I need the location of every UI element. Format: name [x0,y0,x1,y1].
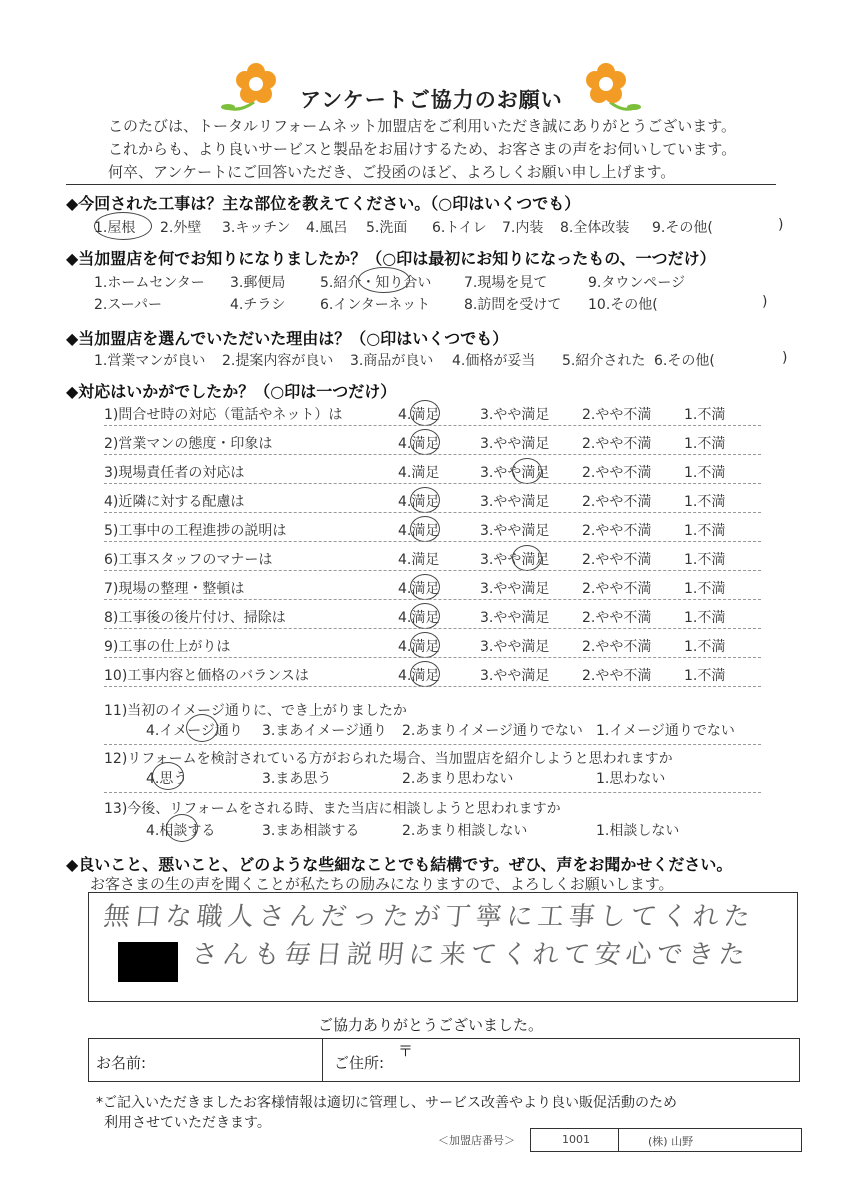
thanks-text: ご協力ありがとうございました。 [318,1016,544,1034]
question-1-heading: ◆今回された工事は？主な部位を教えてください。（○印はいくつでも） [66,194,581,213]
question-2-heading: ◆当加盟店を何でお知りになりましたか？（○印は最初にお知りになったもの、一つだけ） [66,249,716,268]
rating-3-option-2[interactable]: 2.やや不満 [582,465,652,481]
question-4-heading: ◆対応はいかがでしたか？（○印は一つだけ） [66,382,397,401]
rating-3-option-3[interactable]: 3.やや満足 [480,465,550,481]
q1-option-interior[interactable]: 7.内装 [502,220,544,236]
answer-circle [512,545,542,571]
rating-question-4: 4)近隣に対する配慮は [104,494,245,510]
q2-option-supermarket[interactable]: 2.スーパー [94,297,162,313]
rating-question-3: 3)現場責任者の対応は [104,465,245,481]
rating-question-6: 6)工事スタッフのマナーは [104,552,273,568]
rating-6-option-1[interactable]: 1.不満 [684,552,726,568]
redaction-block [118,942,178,982]
q2-option-home-center[interactable]: 1.ホームセンター [94,275,205,291]
q13-option-4[interactable]: 4.相談する [146,823,216,839]
answer-circle [410,603,440,629]
divider [104,686,761,687]
rating-9-option-3[interactable]: 3.やや満足 [480,639,550,655]
rating-8-option-2[interactable]: 2.やや不満 [582,610,652,626]
q2-option-post-office[interactable]: 3.郵便局 [230,275,286,291]
name-label: お名前: [96,1054,147,1072]
rating-question-8: 8)工事後の後片付け、掃除は [104,610,286,626]
q3-option-referred[interactable]: 5.紹介された [562,353,646,369]
rating-4-option-4[interactable]: 4.満足 [398,494,440,510]
rating-5-option-2[interactable]: 2.やや不満 [582,523,652,539]
answer-circle [358,267,410,293]
q2-option-referral[interactable]: 5.紹介・知り合い [320,275,432,291]
q3-option-product[interactable]: 3.商品が良い [350,353,434,369]
rating-10-option-4[interactable]: 4.満足 [398,668,440,684]
rating-question-9: 9)工事の仕上がりは [104,639,231,655]
divider [104,512,761,513]
answer-circle [410,516,440,542]
rating-8-option-4[interactable]: 4.満足 [398,610,440,626]
intro-line-1: このたびは、トータルリフォームネット加盟店をご利用いただき誠にありがとうございます。 [108,117,737,135]
divider [322,1038,323,1082]
divider [104,744,761,745]
rating-6-option-2[interactable]: 2.やや不満 [582,552,652,568]
divider [104,599,761,600]
flower-left-icon [214,62,286,114]
rating-6-option-4[interactable]: 4.満足 [398,552,440,568]
answer-circle [410,574,440,600]
question-12-text: 12)リフォームを検討されている方がおられた場合、当加盟店を紹介しようと思われますか [104,751,673,767]
rating-10-option-3[interactable]: 3.やや満足 [480,668,550,684]
flower-right-icon [576,62,648,114]
address-field[interactable] [420,1042,792,1078]
q1-option-other-close: ) [778,217,784,233]
intro-line-3: 何卒、アンケートにご回答いただき、ご投函のほど、よろしくお願い申し上げます。 [108,163,676,181]
rating-4-option-1[interactable]: 1.不満 [684,494,726,510]
rating-3-option-1[interactable]: 1.不満 [684,465,726,481]
q1-option-full-renovation[interactable]: 8.全体改装 [560,220,630,236]
rating-9-option-1[interactable]: 1.不満 [684,639,726,655]
q13-option-2[interactable]: 2.あまり相談しない [402,823,528,839]
q1-option-exterior-wall[interactable]: 2.外壁 [160,220,202,236]
divider [104,792,761,793]
rating-2-option-1[interactable]: 1.不満 [684,436,726,452]
answer-circle [152,762,184,790]
q2-option-visit[interactable]: 8.訪問を受けて [464,297,562,313]
address-label: ご住所: [334,1054,385,1072]
page-title: アンケートご協力のお願い [300,88,563,112]
rating-7-option-1[interactable]: 1.不満 [684,581,726,597]
answer-circle [410,661,440,687]
rating-7-option-4[interactable]: 4.満足 [398,581,440,597]
divider [104,541,761,542]
handwritten-comment-line-2: さんも毎日説明に来てくれて安心できた [190,940,752,970]
q1-option-other[interactable]: 9.その他( [652,220,713,236]
q1-option-toilet[interactable]: 6.トイレ [432,220,487,236]
rating-8-option-3[interactable]: 3.やや満足 [480,610,550,626]
rating-question-1: 1)問合せ時の対応（電話やネット）は [104,407,343,423]
privacy-note-line-2: 利用させていただきます。 [104,1115,271,1131]
q3-option-other[interactable]: 6.その他( [654,353,715,369]
q1-option-washroom[interactable]: 5.洗面 [366,220,408,236]
store-number: 1001 [562,1133,590,1146]
rating-1-option-4[interactable]: 4.満足 [398,407,440,423]
question-5-heading: ◆良いこと、悪いこと、どのような些細なことでも結構です。ぜひ、声をお聞かせください。 [66,855,733,874]
q2-option-other-close: ) [762,294,768,310]
q11-option-1[interactable]: 1.イメージ通りでない [596,723,735,739]
rating-question-5: 5)工事中の工程進捗の説明は [104,523,287,539]
divider [104,483,761,484]
store-name: (株) 山野 [648,1135,694,1148]
rating-7-option-3[interactable]: 3.やや満足 [480,581,550,597]
question-13-text: 13)今後、リフォームをされる時、また当店に相談しようと思われますか [104,801,561,817]
answer-circle [410,429,440,455]
postal-mark: 〒 [398,1042,414,1060]
rating-5-option-1[interactable]: 1.不満 [684,523,726,539]
answer-circle [512,458,542,484]
rating-9-option-4[interactable]: 4.満足 [398,639,440,655]
rating-5-option-4[interactable]: 4.満足 [398,523,440,539]
q11-option-2[interactable]: 2.あまりイメージ通りでない [402,723,583,739]
question-5-sub: お客さまの生の声を聞くことが私たちの励みになりますので、よろしくお願いします。 [90,875,674,893]
rating-3-option-4[interactable]: 4.満足 [398,465,440,481]
q13-option-3[interactable]: 3.まあ相談する [262,823,360,839]
q3-option-sales-staff[interactable]: 1.営業マンが良い [94,353,206,369]
q12-option-4[interactable]: 4.思う [146,771,188,787]
q11-option-4[interactable]: 4.イメージ通り [146,723,243,739]
question-3-heading: ◆当加盟店を選んでいただいた理由は？（○印はいくつでも） [66,329,509,348]
rating-5-option-3[interactable]: 3.やや満足 [480,523,550,539]
divider [104,657,761,658]
rating-10-option-1[interactable]: 1.不満 [684,668,726,684]
q1-option-bath[interactable]: 4.風呂 [306,220,348,236]
divider [66,184,776,185]
rating-1-option-2[interactable]: 2.やや不満 [582,407,652,423]
rating-question-10: 10)工事内容と価格のバランスは [104,668,309,684]
question-11-text: 11)当初のイメージ通りに、でき上がりましたか [104,703,407,719]
rating-10-option-2[interactable]: 2.やや不満 [582,668,652,684]
q1-option-roof[interactable]: 1.屋根 [94,220,136,236]
rating-4-option-3[interactable]: 3.やや満足 [480,494,550,510]
q3-option-price[interactable]: 4.価格が妥当 [452,353,536,369]
q13-option-1[interactable]: 1.相談しない [596,823,680,839]
rating-2-option-4[interactable]: 4.満足 [398,436,440,452]
divider [104,425,761,426]
q2-option-internet[interactable]: 6.インターネット [320,297,431,313]
rating-7-option-2[interactable]: 2.やや不満 [582,581,652,597]
q1-option-kitchen[interactable]: 3.キッチン [222,220,291,236]
intro-line-2: これからも、より良いサービスと製品をお届けするため、お客さまの声をお伺いしています。 [108,140,737,158]
name-field[interactable] [160,1042,316,1078]
q2-option-other[interactable]: 10.その他( [588,297,658,313]
privacy-note-line-1: *ご記入いただきましたお客様情報は適切に管理し、サービス改善やより良い販促活動のため [96,1095,677,1111]
rating-2-option-3[interactable]: 3.やや満足 [480,436,550,452]
q3-option-other-close: ) [782,350,788,366]
q2-option-saw-site[interactable]: 7.現場を見て [464,275,548,291]
rating-8-option-1[interactable]: 1.不満 [684,610,726,626]
q12-option-2[interactable]: 2.あまり思わない [402,771,514,787]
store-number-label: ＜加盟店番号＞ [438,1134,515,1147]
q2-option-flyer[interactable]: 4.チラシ [230,297,286,313]
q12-option-1[interactable]: 1.思わない [596,771,666,787]
answer-circle [186,714,218,742]
q11-option-3[interactable]: 3.まあイメージ通り [262,723,387,739]
answer-circle [410,400,440,426]
rating-1-option-1[interactable]: 1.不満 [684,407,726,423]
answer-circle [166,814,198,842]
handwritten-comment-line-1: 無口な職人さんだったが丁寧に工事してくれた [102,902,757,932]
answer-circle [410,632,440,658]
rating-question-7: 7)現場の整理・整頓は [104,581,245,597]
rating-question-2: 2)営業マンの態度・印象は [104,436,273,452]
answer-circle [410,487,440,513]
divider [104,454,761,455]
answer-circle [94,212,152,240]
rating-2-option-2[interactable]: 2.やや不満 [582,436,652,452]
divider [618,1128,619,1152]
divider [104,628,761,629]
rating-1-option-3[interactable]: 3.やや満足 [480,407,550,423]
q12-option-3[interactable]: 3.まあ思う [262,771,332,787]
divider [104,570,761,571]
q2-option-town-page[interactable]: 9.タウンページ [588,275,686,291]
rating-4-option-2[interactable]: 2.やや不満 [582,494,652,510]
rating-9-option-2[interactable]: 2.やや不満 [582,639,652,655]
rating-6-option-3[interactable]: 3.やや満足 [480,552,550,568]
q3-option-proposal[interactable]: 2.提案内容が良い [222,353,334,369]
